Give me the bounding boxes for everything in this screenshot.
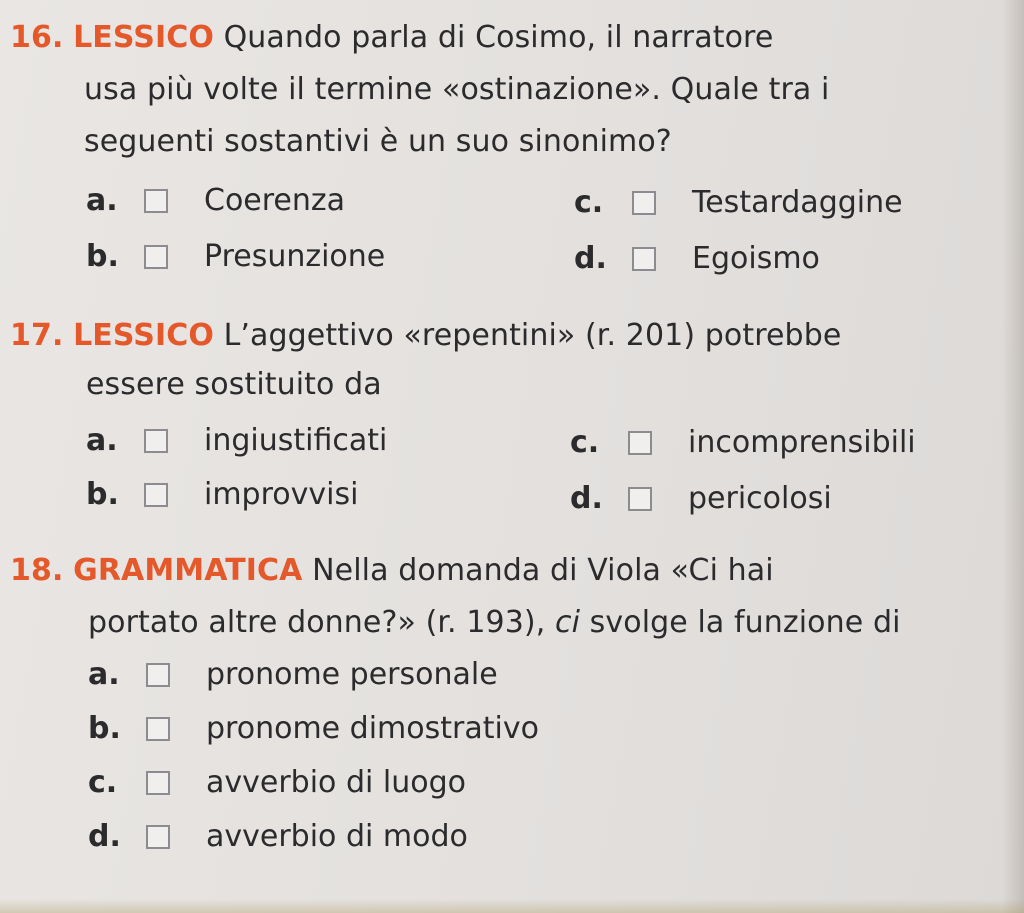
- question-category: LESSICO: [73, 318, 214, 353]
- question-17-line-2: essere sostituito da: [86, 367, 382, 402]
- option-letter: a.: [86, 183, 118, 218]
- option-16b[interactable]: [86, 239, 385, 275]
- answer-checkbox[interactable]: [632, 247, 656, 271]
- question-number: 18.: [10, 553, 64, 588]
- option-letter: b.: [88, 711, 121, 746]
- question-text: Quando parla di Cosimo, il narratore: [213, 20, 774, 55]
- option-text: incomprensibili: [688, 425, 916, 460]
- question-number: 17.: [10, 318, 64, 353]
- answer-checkbox[interactable]: [632, 191, 656, 215]
- question-18-line-2: [88, 605, 901, 641]
- option-17d[interactable]: [570, 481, 832, 517]
- option-letter: a.: [86, 423, 118, 458]
- question-number: 16.: [10, 20, 64, 55]
- answer-checkbox[interactable]: [146, 663, 170, 687]
- option-letter: b.: [86, 239, 119, 274]
- option-letter: a.: [88, 657, 120, 692]
- answer-checkbox[interactable]: [144, 483, 168, 507]
- question-16-line-1: [10, 20, 773, 56]
- option-letter: c.: [88, 765, 118, 800]
- option-text: Egoismo: [692, 241, 820, 276]
- option-letter: d.: [570, 481, 603, 516]
- question-category: LESSICO: [73, 20, 214, 55]
- option-letter: d.: [88, 819, 121, 854]
- option-18a[interactable]: [88, 657, 498, 693]
- question-18-line-1: [10, 553, 774, 589]
- answer-checkbox[interactable]: [628, 431, 652, 455]
- option-17c[interactable]: [570, 425, 916, 461]
- question-text-part: svolge la funzione di: [580, 605, 901, 640]
- question-16-line-2: usa più volte il termine «ostinazione». Quale tra i: [84, 72, 830, 107]
- option-16a[interactable]: [86, 183, 345, 219]
- option-text: ingiustificati: [204, 423, 388, 458]
- bottom-edge-shadow: [0, 899, 1024, 913]
- option-letter: c.: [570, 425, 600, 460]
- question-16-line-3: seguenti sostantivi è un suo sinonimo?: [84, 124, 672, 159]
- question-text-italic: ci: [554, 605, 581, 640]
- question-category: GRAMMATICA: [73, 553, 303, 588]
- option-text: improvvisi: [204, 477, 359, 512]
- option-16d[interactable]: [574, 241, 820, 277]
- option-17a[interactable]: [86, 423, 387, 459]
- answer-checkbox[interactable]: [628, 487, 652, 511]
- option-text: pericolosi: [688, 481, 832, 516]
- option-18c[interactable]: [88, 765, 466, 801]
- option-16c[interactable]: [574, 185, 903, 221]
- page-edge-shadow: [1002, 0, 1024, 913]
- option-text: Testardaggine: [692, 185, 903, 220]
- option-17b[interactable]: [86, 477, 358, 513]
- option-text: avverbio di modo: [206, 819, 468, 854]
- question-17-line-1: [10, 318, 841, 354]
- option-text: Coerenza: [204, 183, 346, 218]
- answer-checkbox[interactable]: [146, 771, 170, 795]
- option-letter: c.: [574, 185, 604, 220]
- option-18b[interactable]: [88, 711, 539, 747]
- answer-checkbox[interactable]: [144, 429, 168, 453]
- option-text: pronome personale: [206, 657, 498, 692]
- option-text: pronome dimostrativo: [206, 711, 539, 746]
- answer-checkbox[interactable]: [146, 717, 170, 741]
- answer-checkbox[interactable]: [144, 245, 168, 269]
- question-text-part: portato altre donne?» (r. 193),: [88, 605, 555, 640]
- answer-checkbox[interactable]: [144, 189, 168, 213]
- option-letter: b.: [86, 477, 119, 512]
- question-text: L’aggettivo «repentini» (r. 201) potrebbe: [213, 318, 842, 353]
- option-text: avverbio di luogo: [206, 765, 466, 800]
- option-text: Presunzione: [204, 239, 386, 274]
- answer-checkbox[interactable]: [146, 825, 170, 849]
- option-letter: d.: [574, 241, 607, 276]
- question-text: Nella domanda di Viola «Ci hai: [302, 553, 774, 588]
- option-18d[interactable]: [88, 819, 468, 855]
